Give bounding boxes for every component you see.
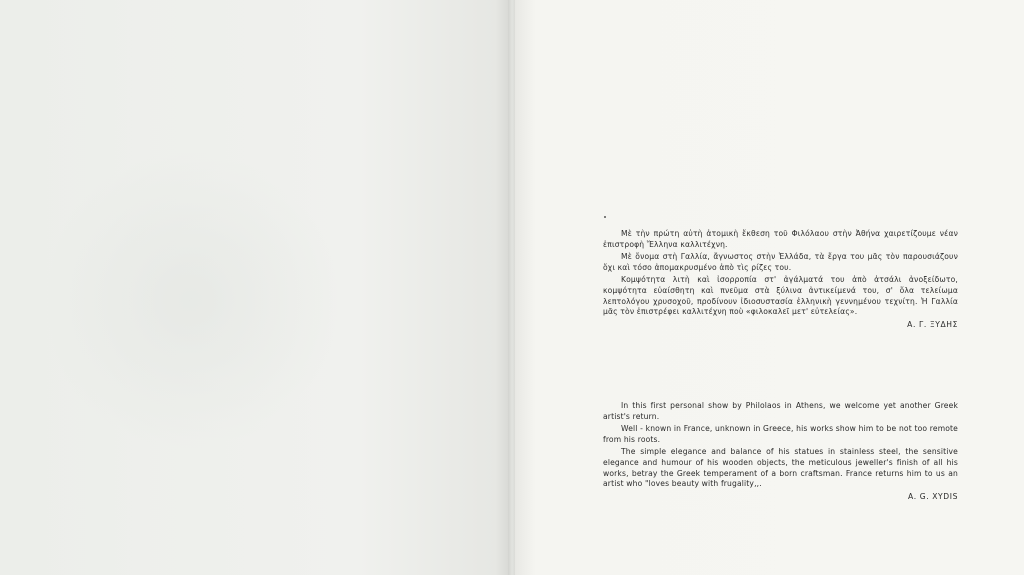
right-page <box>515 0 1024 575</box>
greek-paragraph-2: Μὲ ὄνομα στὴ Γαλλία, ἄγνωστος στὴν Ἑλλάδα, τὰ ἔργα του μᾶς τὸν παρουσιάζουν ὄχι καὶ τόσο ἀπομακρυσμένο ἀπὸ τὶς ρίζες του. <box>603 252 958 272</box>
greek-paragraph-1: Μὲ τὴν πρώτη αὐτὴ ἀτομικὴ ἔκθεση τοῦ Φιλόλαου στὴν Ἀθήνα χαιρετίζουμε νέαν ἐπιστροφὴ Ἕλληνα καλλιτέχνη. <box>603 229 958 249</box>
english-paragraph-1: In this first personal show by Philolaos in Athens, we welcome yet another Greek artist's return. <box>603 401 958 421</box>
english-signature: A. G. XYDIS <box>908 491 958 501</box>
greek-signature: Α. Γ. ΞΥΔΗΣ <box>907 319 958 329</box>
speck <box>604 216 606 218</box>
greek-text-block <box>603 229 958 330</box>
english-paragraph-2: Well - known in France, unknown in Greece, his works show him to be not too remote from his roots. <box>603 424 958 444</box>
english-text-block <box>603 401 958 502</box>
greek-paragraph-3: Κομψότητα λιτὴ καὶ ἰσορροπία στ' ἀγάλματά του ἀπὸ ἀτσάλι ἀνοξείδωτο, κομψότητα εὐαίσθητη καὶ πνεῦμα στὰ ξύλινα ἀντικείμενά του, σ' ὅλα τελείωμα λεπτολόγου χρυσοχοῦ, προδίνουν ἰδιοσυστασία ἑλληνικὴ γεννημένου τεχνίτη. Ἡ Γαλλία μᾶς τὸν ἐπιστρέφει καλλιτέχνη ποὺ «φιλοκαλεῖ μετ' εὐτελείας». <box>603 275 958 317</box>
english-paragraph-3: The simple elegance and balance of his statues in stainless steel, the sensitive elegance and humour of his wooden objects, the meticulous jeweller's finish of all his works, betray the Greek temperament of a born craftsman. France returns him to us an artist who "loves beauty with frugality,,. <box>603 447 958 489</box>
show-through-image <box>40 150 340 450</box>
left-page <box>0 0 511 575</box>
